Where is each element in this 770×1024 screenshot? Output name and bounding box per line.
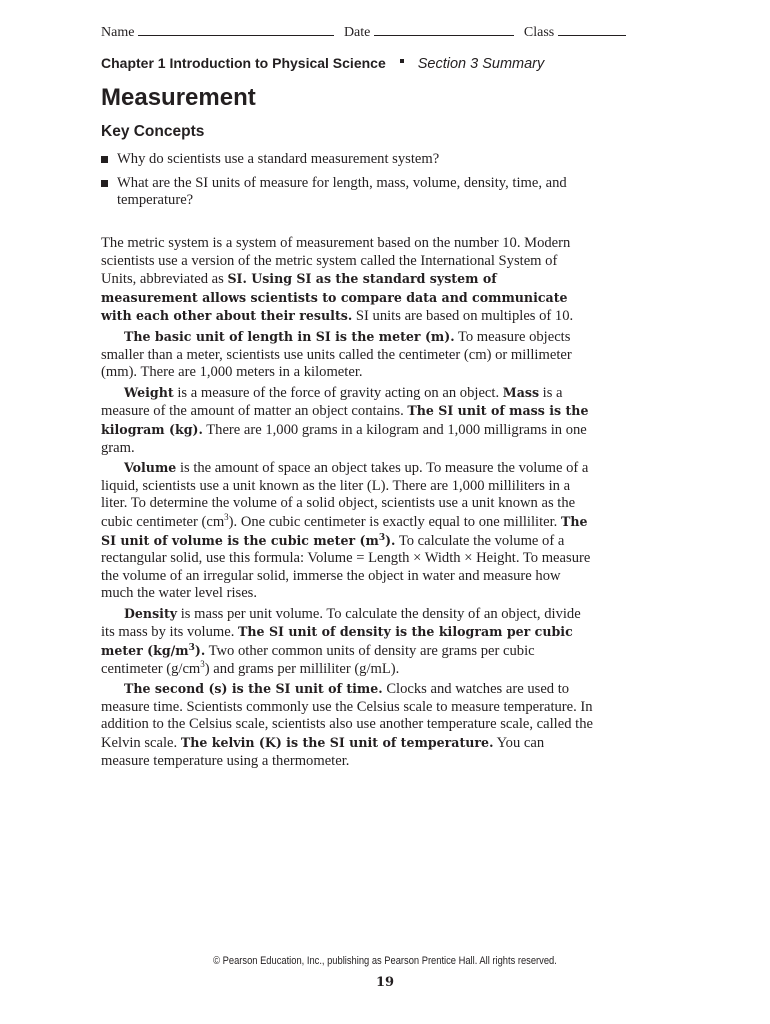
- square-bullet-icon: [101, 156, 108, 163]
- square-bullet-icon: [101, 180, 108, 187]
- paragraph-time-temperature: The second (s) is the SI unit of time. Clocks and watches are used to measure time. Scientists commonly use the Celsius scale to measure temperature. In addition to the Celsius scale, scientists also use another temperature scale, called the Kelvin scale. The kelvin (K) is the SI unit of temperature. You can measure temperature using a thermometer.: [101, 681, 593, 769]
- name-blank: [138, 24, 334, 36]
- date-blank: [374, 24, 514, 36]
- paragraph-mass: Weight is a measure of the force of gravity acting on an object. Mass is a measure of the amount of matter an object contains. The SI unit of mass is the kilogram (kg). There are 1,000 grams in a kilogram and 1,000 milligrams in one gram.: [101, 384, 589, 456]
- chapter-title: Chapter 1 Introduction to Physical Science: [101, 55, 386, 71]
- paragraph-volume: Volume is the amount of space an object takes up. To measure the volume of a liquid, scientists use a unit known as the liter (L). There are 1,000 milliliters in a liter. To determine the volume of a solid object, scientists use a unit known as the cubic centimeter $(cm^3)$. One cubic centimeter is exactly equal to one milliliter. The SI unit of volume is the cubic meter $(m^3)$. To calculate the volume of a rectangular solid, use this formula: Volume = Length × Width × Height. To measure the volume of an irregular solid, immerse the object in water and measure how much the water level rises.: [101, 460, 591, 602]
- worksheet-header: [101, 24, 671, 41]
- key-concepts-list: [101, 151, 621, 216]
- paragraph-metric-system: The metric system is a system of measurement based on the number 10. Modern scientists use a version of the metric system called the International System of Units, abbreviated as SI. Using SI as the standard system of measurement allows scientists to compare data and communicate with each other about their results. SI units are based on multiples of 10.: [101, 235, 574, 325]
- paragraph-length: The basic unit of length in SI is the meter (m). To measure objects smaller than a meter, scientists use units called the centimeter (cm) or millimeter (mm). There are 1,000 meters in a kilometer.: [101, 328, 572, 381]
- page-number: 19: [375, 975, 395, 990]
- summary-body: [101, 235, 596, 772]
- name-label: Name: [101, 25, 135, 40]
- date-label: Date: [343, 25, 371, 40]
- page-title: Measurement: [101, 84, 256, 111]
- class-label: Class: [523, 25, 555, 40]
- key-concepts-heading: Key Concepts: [101, 123, 205, 140]
- bullet-icon: [400, 59, 404, 63]
- paragraph-density: Density is mass per unit volume. To calculate the density of an object, divide its mass by its volume. The SI unit of density is the kilogram per cubic meter $(kg/m^3)$. Two other common units of density are grams per cubic centimeter $(g/cm^3)$ and grams per milliliter (g/mL).: [101, 605, 581, 677]
- section-title: Section 3 Summary: [417, 56, 545, 72]
- list-item: Why do scientists use a standard measurement system?: [101, 151, 621, 168]
- copyright-notice: © Pearson Education, Inc., publishing as Pearson Prentice Hall. All rights reserved.: [213, 955, 557, 967]
- list-item: What are the SI units of measure for length, mass, volume, density, time, and temperature?: [101, 175, 621, 209]
- chapter-heading: [101, 55, 544, 72]
- class-blank: [558, 24, 626, 36]
